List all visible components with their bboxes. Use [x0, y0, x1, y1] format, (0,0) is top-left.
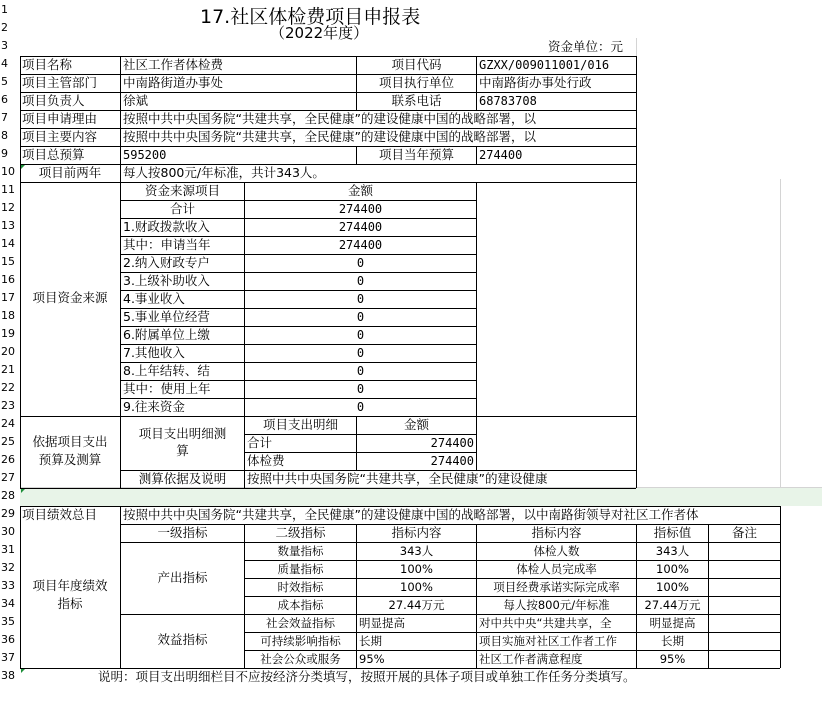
cell-marker [21, 669, 25, 673]
row-number[interactable]: 35 [1, 615, 15, 628]
funding-header-amount[interactable]: 金额 [347, 183, 373, 198]
cell-marker [21, 489, 25, 493]
header-value[interactable]: 指标值 [653, 525, 692, 540]
overall-goal-value[interactable]: 按照中共中央国务院“共建共享，全民健康”的建设健康中国的战略部署，以中南路街领导对社区工作者体 [123, 507, 699, 522]
indicator-level2[interactable]: 社会效益指标 [266, 616, 335, 630]
owner-value[interactable]: 徐斌 [123, 93, 149, 108]
project-name-value[interactable]: 社区工作者体检费 [123, 57, 224, 72]
indicator-content2[interactable]: 每人按800元/年标准 [503, 598, 610, 612]
year-budget-value[interactable]: 274400 [479, 148, 523, 162]
dept-label[interactable]: 项目主管部门 [22, 75, 98, 90]
indicator-content2[interactable]: 对中共中央“共建共享，全 [479, 616, 612, 630]
row-number[interactable]: 3 [1, 39, 8, 52]
indicator-level2[interactable]: 成本指标 [277, 598, 324, 612]
row-number[interactable]: 18 [1, 309, 15, 322]
indicator-content[interactable]: 343人 [399, 544, 434, 558]
overall-goal-label[interactable]: 项目绩效总目 [22, 507, 98, 522]
expense-header-amount[interactable]: 金额 [403, 417, 429, 432]
content-label[interactable]: 项目主要内容 [22, 129, 98, 144]
header-level2[interactable]: 二级指标 [275, 525, 326, 540]
row-number[interactable]: 16 [1, 273, 15, 286]
funding-row-item[interactable]: 合计 [169, 201, 195, 216]
funding-row-amount[interactable]: 0 [356, 292, 365, 306]
header-level1[interactable]: 一级指标 [157, 525, 208, 540]
row-number[interactable]: 27 [1, 471, 15, 484]
indicator-content2[interactable]: 项目实施对社区工作者工作 [479, 634, 617, 648]
year-budget-label[interactable]: 项目当年预算 [378, 147, 454, 162]
row-number[interactable]: 32 [1, 561, 15, 574]
row-number[interactable]: 15 [1, 255, 15, 268]
unit-label: 资金单位：元 [548, 39, 624, 54]
output-indicator-label[interactable]: 产出指标 [157, 570, 208, 585]
funding-header-item[interactable]: 资金来源项目 [144, 183, 220, 198]
indicator-level2[interactable]: 可持续影响指标 [260, 634, 341, 648]
row-number[interactable]: 24 [1, 417, 15, 430]
row-number[interactable]: 17 [1, 291, 15, 304]
funding-row-amount[interactable]: 0 [356, 328, 365, 342]
funding-row-amount[interactable]: 274400 [338, 202, 383, 216]
expense-header-item[interactable]: 项目支出明细 [262, 417, 338, 432]
funding-row-item[interactable]: 1.财政拨款收入 [123, 219, 210, 234]
expense-row-amount[interactable]: 274400 [430, 454, 474, 468]
footnote: 说明：项目支出明细栏目不应按经济分类填写，按照开展的具体子项目或单独工作任务分类填写。 [98, 669, 636, 684]
row-number[interactable]: 4 [1, 57, 8, 70]
funding-row-amount[interactable]: 0 [356, 400, 365, 414]
row-number[interactable]: 31 [1, 543, 15, 556]
row-number[interactable]: 10 [1, 165, 15, 178]
indicator-value[interactable]: 95% [659, 652, 686, 666]
row-number[interactable]: 9 [1, 147, 8, 160]
expense-row-amount[interactable]: 274400 [430, 436, 474, 450]
indicator-level2[interactable]: 社会公众或服务 [260, 652, 341, 666]
indicator-content[interactable]: 100% [400, 562, 433, 576]
sheet-title: 17.社区体检费项目申报表 [200, 6, 421, 28]
indicator-value[interactable]: 27.44万元 [644, 598, 701, 612]
header-remark[interactable]: 备注 [731, 525, 757, 540]
row-number[interactable]: 36 [1, 633, 15, 646]
content-value[interactable]: 按照中共中央国务院“共建共享，全民健康”的建设健康中国的战略部署，以 [123, 129, 536, 144]
indicator-content2[interactable]: 体检人数 [533, 544, 580, 558]
row-number[interactable]: 12 [1, 201, 15, 214]
project-name-label[interactable]: 项目名称 [22, 57, 73, 72]
annual-indicator-label-1[interactable]: 项目年度绩效 [32, 578, 108, 593]
indicator-content[interactable]: 长期 [359, 634, 382, 648]
expense-basis-label[interactable]: 测算依据及说明 [138, 471, 227, 486]
funding-row-amount[interactable]: 0 [356, 274, 365, 288]
expense-detail-label-1[interactable]: 项目支出明细测 [138, 426, 227, 441]
benefit-indicator-label[interactable]: 效益指标 [157, 632, 208, 647]
project-code-label[interactable]: 项目代码 [391, 57, 442, 72]
indicator-content[interactable]: 明显提高 [359, 616, 405, 630]
funding-row-item[interactable]: 8.上年结转、结 [123, 363, 210, 378]
indicator-content[interactable]: 27.44万元 [388, 598, 445, 612]
indicator-content2[interactable]: 体检人员完成率 [516, 562, 597, 576]
row-number[interactable]: 23 [1, 399, 15, 412]
indicator-value[interactable]: 明显提高 [649, 616, 696, 630]
indicator-value[interactable]: 长期 [661, 634, 684, 648]
funding-row-item[interactable]: 6.附属单位上缴 [123, 327, 210, 342]
row-header-column [0, 0, 20, 701]
header-content[interactable]: 指标内容 [391, 525, 442, 540]
funding-row-amount[interactable]: 0 [356, 364, 365, 378]
row-number[interactable]: 19 [1, 327, 15, 340]
dept-value[interactable]: 中南路街道办事处 [123, 75, 224, 90]
row-number[interactable]: 20 [1, 345, 15, 358]
row-number[interactable]: 26 [1, 453, 15, 466]
expense-row-item[interactable]: 合计 [247, 435, 273, 450]
sheet-subtitle: （2022年度） [270, 24, 369, 42]
funding-row-item[interactable]: 3.上级补助收入 [123, 273, 210, 288]
indicator-content2[interactable]: 社区工作者满意程度 [479, 652, 583, 666]
funding-row-amount[interactable]: 274400 [338, 238, 383, 252]
total-budget-value[interactable]: 595200 [123, 148, 167, 162]
exec-unit-value[interactable]: 中南路街办事处行政 [479, 75, 592, 90]
row-number[interactable]: 34 [1, 597, 15, 610]
project-code-value[interactable]: GZXX/009011001/016 [479, 58, 610, 72]
funding-row-item[interactable]: 2.纳入财政专户 [123, 255, 210, 270]
reason-value[interactable]: 按照中共中央国务院“共建共享，全民健康”的建设健康中国的战略部署，以 [123, 111, 536, 126]
row-number[interactable]: 38 [1, 669, 15, 682]
indicator-value[interactable]: 100% [656, 580, 689, 594]
exec-unit-label[interactable]: 项目执行单位 [378, 75, 454, 90]
row-number[interactable]: 33 [1, 579, 15, 592]
row-number[interactable]: 1 [1, 3, 8, 16]
funding-row-amount[interactable]: 0 [356, 256, 365, 270]
funding-row-item[interactable]: 5.事业单位经营 [123, 309, 210, 324]
indicator-level2[interactable]: 质量指标 [277, 562, 324, 576]
indicator-level2[interactable]: 数量指标 [277, 544, 324, 558]
indicator-content2[interactable]: 项目经费承诺实际完成率 [493, 580, 620, 594]
row-number[interactable]: 7 [1, 111, 8, 124]
phone-label[interactable]: 联系电话 [391, 93, 442, 108]
funding-row-item[interactable]: 7.其他收入 [123, 345, 185, 360]
funding-row-amount[interactable]: 0 [356, 310, 365, 324]
row-number[interactable]: 14 [1, 237, 15, 250]
funding-row-amount[interactable]: 0 [356, 346, 365, 360]
row-number[interactable]: 6 [1, 93, 8, 106]
row-number[interactable]: 28 [1, 489, 15, 502]
row-number[interactable]: 22 [1, 381, 15, 394]
indicator-content[interactable]: 95% [359, 652, 385, 666]
row-number[interactable]: 21 [1, 363, 15, 376]
row-number[interactable]: 37 [1, 651, 15, 664]
expense-section-label-1[interactable]: 依据项目支出 [32, 434, 108, 449]
total-budget-label[interactable]: 项目总预算 [22, 147, 85, 162]
expense-row-item[interactable]: 体检费 [247, 453, 285, 468]
prev-years-label[interactable]: 项目前两年 [38, 165, 102, 180]
prev-years-value[interactable]: 每人按800元/年标准，共计343人。 [123, 165, 325, 180]
row-number[interactable]: 11 [1, 183, 15, 196]
row-number[interactable]: 25 [1, 435, 15, 448]
indicator-value[interactable]: 343人 [655, 544, 690, 558]
row-number[interactable]: 30 [1, 525, 15, 538]
funding-section-label[interactable]: 项目资金来源 [32, 290, 108, 305]
row-number[interactable]: 13 [1, 219, 15, 232]
expense-section-label-2[interactable]: 预算及测算 [38, 452, 102, 467]
indicator-value[interactable]: 100% [656, 562, 689, 576]
row-number[interactable]: 5 [1, 75, 8, 88]
indicator-level2[interactable]: 时效指标 [277, 580, 324, 594]
row-number[interactable]: 29 [1, 507, 15, 520]
phone-value[interactable]: 68783708 [479, 94, 537, 108]
indicator-content[interactable]: 100% [400, 580, 433, 594]
row-28-highlight [20, 488, 822, 506]
funding-row-amount[interactable]: 274400 [338, 220, 383, 234]
funding-row-amount[interactable]: 0 [356, 382, 365, 396]
header-content-2[interactable]: 指标内容 [531, 525, 582, 540]
funding-row-item[interactable]: 9.往来资金 [123, 399, 185, 414]
annual-indicator-label-2[interactable]: 指标 [57, 596, 83, 611]
expense-basis-value[interactable]: 按照中共中央国务院“共建共享，全民健康”的建设健康 [247, 471, 548, 486]
reason-label[interactable]: 项目申请理由 [22, 111, 98, 126]
owner-label[interactable]: 项目负责人 [22, 93, 85, 108]
funding-row-item[interactable]: 其中：使用上年 [123, 381, 211, 396]
row-number[interactable]: 8 [1, 129, 8, 142]
row-number[interactable]: 2 [1, 21, 8, 34]
funding-row-item[interactable]: 4.事业收入 [123, 291, 185, 306]
funding-row-item[interactable]: 其中：申请当年 [123, 237, 211, 252]
expense-detail-label-2[interactable]: 算 [176, 443, 189, 458]
